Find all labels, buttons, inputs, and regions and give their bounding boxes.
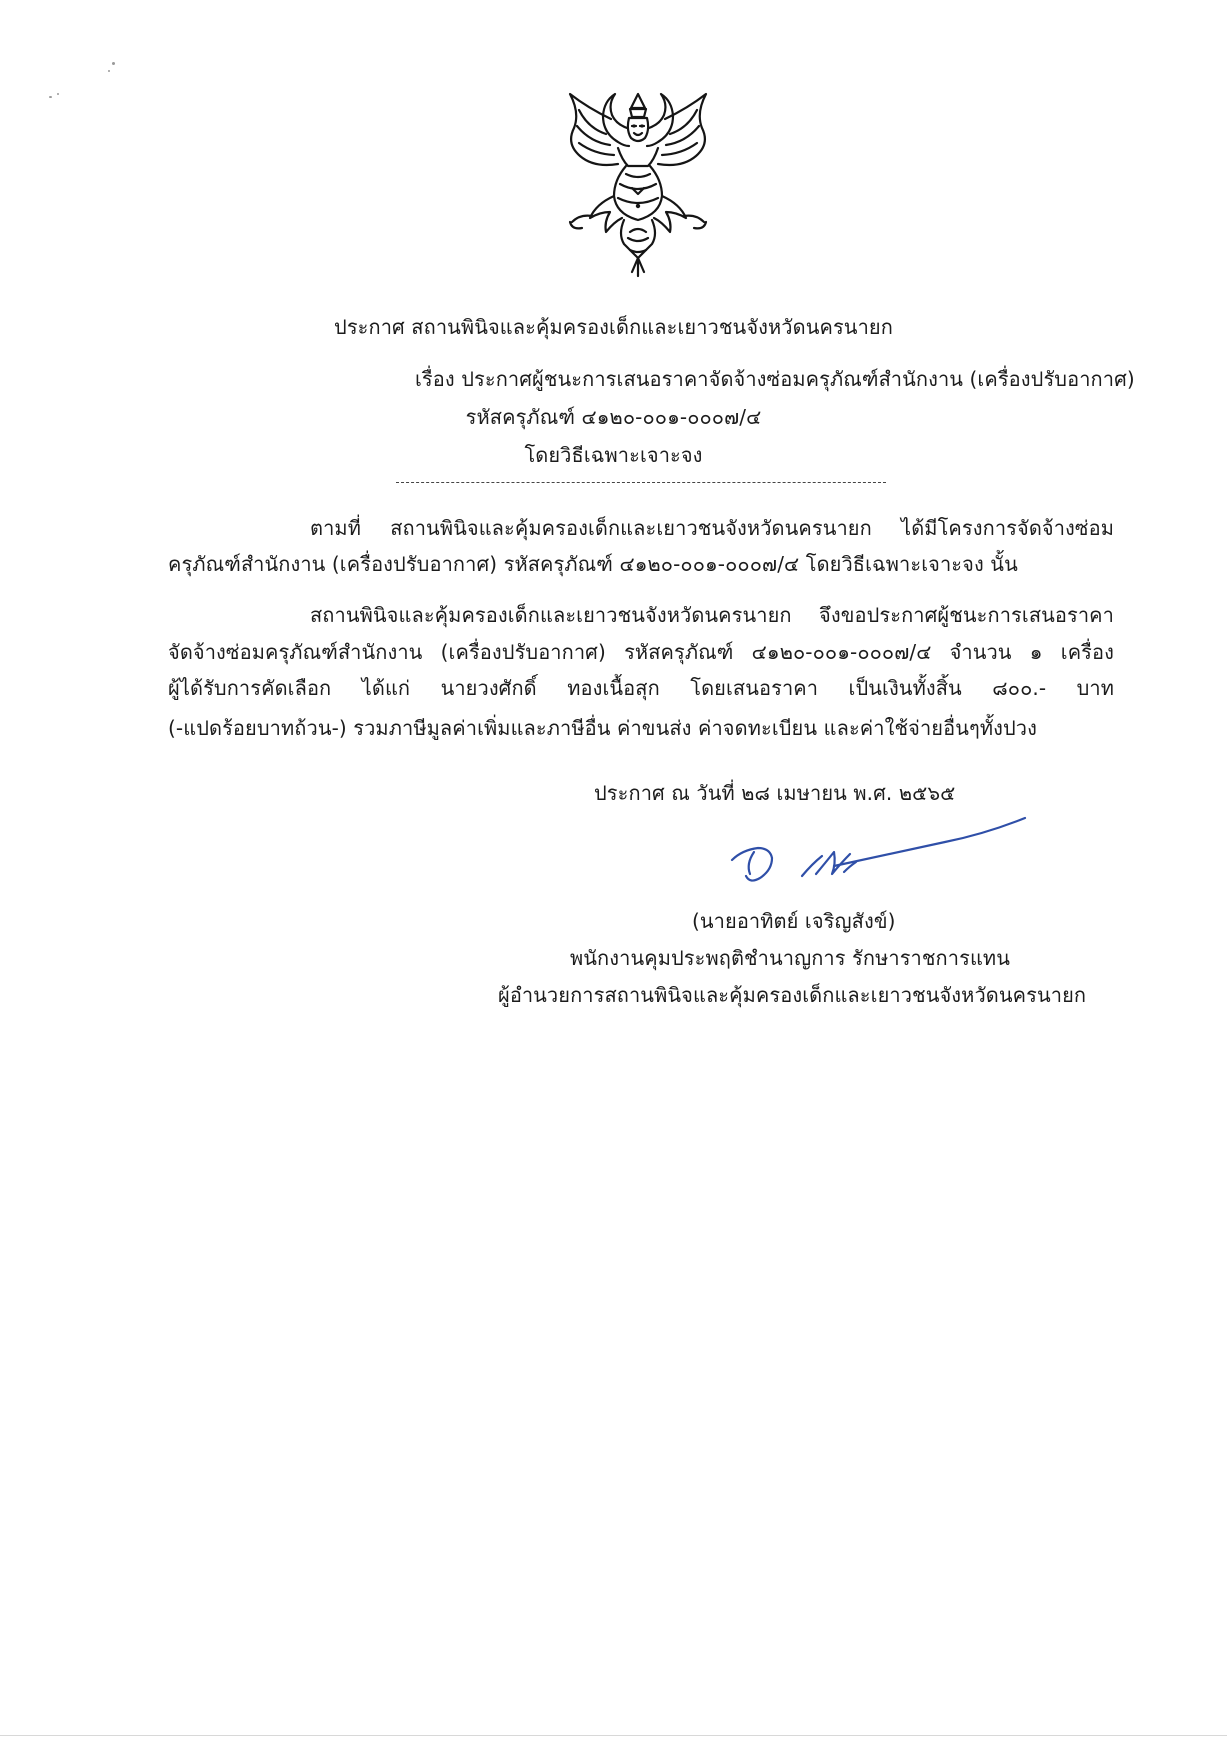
announcement-header: ประกาศ สถานพินิจและคุ้มครองเด็กและเยาวชนจังหวัดนครนายก [334, 315, 893, 339]
procurement-method: โดยวิธีเฉพาะเจาะจง [524, 443, 703, 467]
equipment-code: รหัสครุภัณฑ์ ๔๑๒๐-๐๐๑-๐๐๐๗/๔ [465, 405, 762, 429]
paragraph1-line1: ตามที่ สถานพินิจและคุ้มครองเด็กและเยาวชนจังหวัดนครนายก ได้มีโครงการจัดจ้างซ่อม [310, 516, 1114, 540]
paragraph2-line4: (-แปดร้อยบาทถ้วน-) รวมภาษีมูลค่าเพิ่มและภาษีอื่น ค่าขนส่ง ค่าจดทะเบียน และค่าใช้จ่ายอื่นๆทั้งปวง [168, 716, 1037, 740]
signatory-title: ผู้อำนวยการสถานพินิจและคุ้มครองเด็กและเยาวชนจังหวัดนครนายก [498, 983, 1087, 1007]
paragraph2-line1: สถานพินิจและคุ้มครองเด็กและเยาวชนจังหวัดนครนายก จึงขอประกาศผู้ชนะการเสนอราคา [310, 603, 1114, 627]
paragraph2-line2: จัดจ้างซ่อมครุภัณฑ์สำนักงาน (เครื่องปรับอากาศ) รหัสครุภัณฑ์ ๔๑๒๐-๐๐๑-๐๐๐๗/๔ จำนวน ๑ เครื่อง [168, 640, 1114, 664]
announcement-subject: เรื่อง ประกาศผู้ชนะการเสนอราคาจัดจ้างซ่อมครุภัณฑ์สำนักงาน (เครื่องปรับอากาศ) [415, 367, 1135, 391]
signatory-name: (นายอาทิตย์ เจริญสังข์) [692, 909, 896, 933]
scan-bottom-edge [0, 1735, 1227, 1736]
signatory-position: พนักงานคุมประพฤติชำนาญการ รักษาราชการแทน [570, 946, 1010, 970]
paragraph2-line3: ผู้ได้รับการคัดเลือก ได้แก่ นายวงศักดิ์ ทองเนื้อสุก โดยเสนอราคา เป็นเงินทั้งสิ้น ๘๐๐.- บาท [168, 676, 1114, 700]
announcement-date: ประกาศ ณ วันที่ ๒๘ เมษายน พ.ศ. ๒๕๖๕ [594, 781, 956, 805]
separator-line [396, 482, 886, 483]
handwritten-signature [710, 812, 1035, 900]
paragraph1-line2: ครุภัณฑ์สำนักงาน (เครื่องปรับอากาศ) รหัสครุภัณฑ์ ๔๑๒๐-๐๐๑-๐๐๐๗/๔ โดยวิธีเฉพาะเจาะจง นั้น [168, 552, 1018, 576]
garuda-emblem-icon [552, 88, 724, 280]
